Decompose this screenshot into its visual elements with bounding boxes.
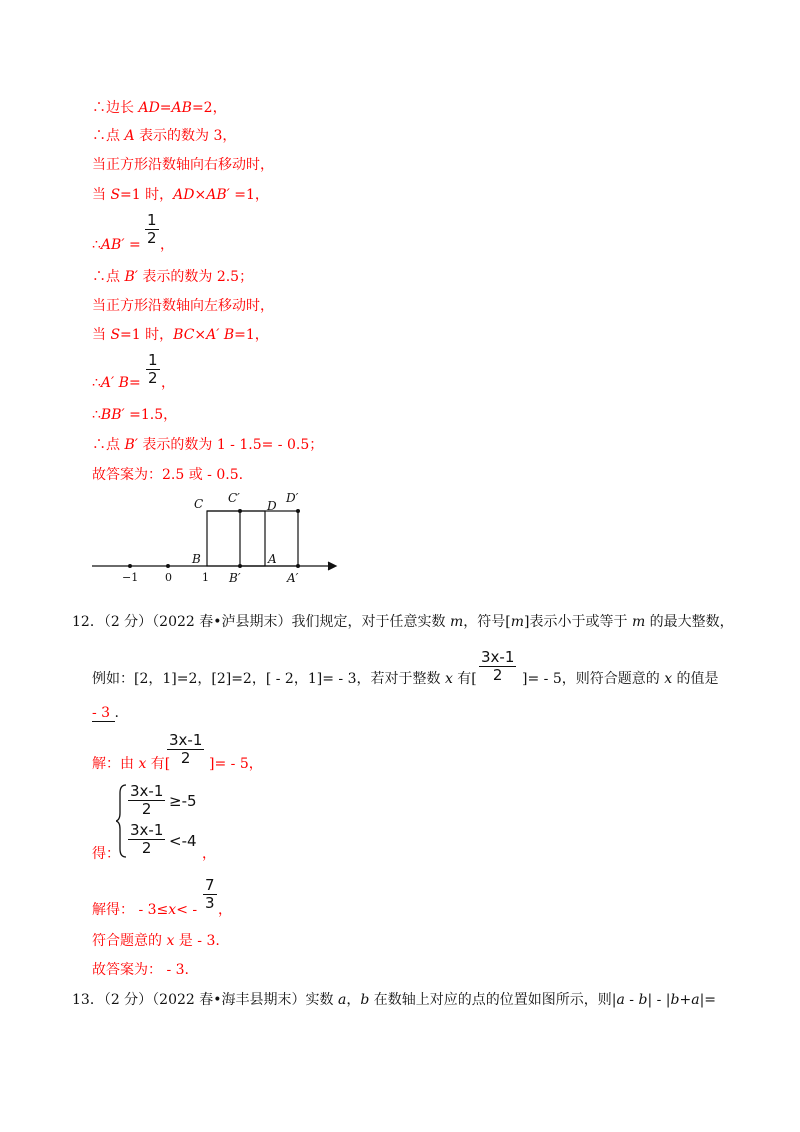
fraction xyxy=(203,878,217,911)
text: ]= - 5， xyxy=(209,756,263,772)
text: - xyxy=(624,992,639,1008)
text: 表示的数为 3， xyxy=(134,128,237,144)
text: ， xyxy=(160,237,174,253)
math-var: S xyxy=(110,187,121,203)
solution-line xyxy=(92,186,269,204)
fraction-denominator: 2 xyxy=(180,749,191,767)
math-var: x xyxy=(664,671,673,687)
solution-line: 当正方形沿数轴向左移动时， xyxy=(92,298,274,314)
solution-line xyxy=(92,326,269,344)
text: × xyxy=(194,327,207,343)
inequality-1-relation: ≥-5 xyxy=(169,792,197,810)
fraction xyxy=(145,213,159,246)
label-c-prime: C′ xyxy=(228,491,240,505)
point-c-prime xyxy=(238,509,242,513)
text: =1 时， xyxy=(120,327,174,343)
question-13-stem xyxy=(72,991,716,1009)
fraction-numerator: 3x-1 xyxy=(169,731,203,749)
label-a-prime: A′ xyxy=(287,571,299,585)
math-var: x xyxy=(138,756,147,772)
text: （2 分）（2022 春•海丰县期末）实数 xyxy=(103,992,338,1008)
fraction-denominator: 2 xyxy=(141,839,152,857)
text: 例如：[2，1]=2，[2]=2，[ - 2，1]= - 3，若对于整数 xyxy=(92,671,445,687)
tick-zero: 0 xyxy=(165,571,172,584)
text: 的最大整数， xyxy=(645,614,734,630)
solution-line xyxy=(92,236,141,254)
math-var: AB′ xyxy=(206,187,230,203)
answer-blank: - 3 xyxy=(92,705,115,721)
text: ， xyxy=(202,846,216,862)
solution-line xyxy=(92,932,220,950)
solution-line xyxy=(92,901,197,919)
math-var: b xyxy=(360,992,370,1008)
fraction-numerator: 3x-1 xyxy=(130,821,164,839)
axis-arrow xyxy=(328,562,336,570)
text: 解：由 xyxy=(92,756,139,772)
math-var: a xyxy=(691,992,700,1008)
question-number: 13． xyxy=(72,992,104,1008)
text: ，符号[ xyxy=(463,614,511,630)
question-12-answer-line xyxy=(92,704,119,722)
text: 得： xyxy=(92,846,120,862)
text: （2 分）（2022 春•泸县期末）我们规定，对于任意实数 xyxy=(103,614,450,630)
fraction xyxy=(128,784,165,817)
point-d-prime xyxy=(296,509,300,513)
point-zero xyxy=(166,564,170,568)
math-var: B′ xyxy=(124,269,138,285)
text: 符合题意的 xyxy=(92,933,167,949)
text: ， xyxy=(346,992,361,1008)
solution-line xyxy=(92,268,253,286)
math-var: m xyxy=(631,614,646,630)
label-d-prime: D′ xyxy=(286,491,299,505)
text: ， xyxy=(161,375,175,391)
question-12-example xyxy=(92,670,477,688)
text: × xyxy=(194,187,207,203)
point-neg1 xyxy=(128,564,132,568)
fraction xyxy=(128,823,165,856)
text: ]= - 5，则符合题意的 xyxy=(522,671,665,687)
question-number: 12． xyxy=(72,614,104,630)
question-12-stem xyxy=(72,613,734,631)
math-var: A xyxy=(124,128,135,144)
fraction-numerator: 3x-1 xyxy=(130,782,164,800)
math-var: AD xyxy=(173,187,195,203)
solution-answer: 故答案为：2.5 或 - 0.5. xyxy=(92,467,244,483)
text: < - xyxy=(176,902,198,918)
tick-one: 1 xyxy=(202,571,209,584)
text: 在数轴上对应的点的位置如图所示，则| xyxy=(369,992,617,1008)
math-var: b xyxy=(638,992,648,1008)
solution-line xyxy=(92,99,227,117)
inequality-2-relation: <-4 xyxy=(169,832,197,850)
text: = xyxy=(128,375,141,391)
math-var: b xyxy=(670,992,680,1008)
text: | - | xyxy=(647,992,671,1008)
solution-line xyxy=(92,436,323,454)
math-var: a xyxy=(616,992,625,1008)
solution-answer: 故答案为： - 3. xyxy=(92,962,189,978)
text: ∴ xyxy=(92,375,101,391)
text: 表示的数为 2.5； xyxy=(137,269,254,285)
text: . xyxy=(114,705,119,721)
math-var: BB′ xyxy=(100,407,125,423)
math-var: a xyxy=(337,992,347,1008)
fraction-denominator: 2 xyxy=(492,666,503,684)
fraction-numerator: 1 xyxy=(148,351,158,369)
label-b: B xyxy=(192,552,201,566)
math-var: A′ B xyxy=(206,327,235,343)
text: = xyxy=(124,237,141,253)
text: 的值是 xyxy=(672,671,719,687)
square-right xyxy=(207,511,265,566)
text: 表示的数为 1 - 1.5= - 0.5； xyxy=(137,437,324,453)
solution-line xyxy=(92,406,177,424)
math-var: AB xyxy=(171,100,192,116)
math-var: m xyxy=(510,614,525,630)
fraction xyxy=(479,650,516,683)
solution-line xyxy=(92,755,170,773)
fraction-denominator: 2 xyxy=(148,369,158,387)
math-var: AB′ xyxy=(100,237,125,253)
text: =1， xyxy=(229,187,269,203)
label-d: D xyxy=(267,499,277,513)
solution-line: 当正方形沿数轴向右移动时， xyxy=(92,157,274,173)
text: =1.5， xyxy=(124,407,178,423)
solution-line xyxy=(92,374,141,392)
math-var: A′ B xyxy=(100,375,129,391)
fraction-numerator: 7 xyxy=(205,876,215,894)
fraction xyxy=(146,353,160,386)
number-line-figure xyxy=(88,486,344,586)
text: 有[ xyxy=(146,756,171,772)
text: =2， xyxy=(191,100,227,116)
text: 解得： - 3≤ xyxy=(92,902,169,918)
text: ∴ xyxy=(92,407,101,423)
text: ， xyxy=(218,902,232,918)
text: = xyxy=(159,100,172,116)
text: 当 xyxy=(92,187,111,203)
text: 当 xyxy=(92,327,111,343)
point-a-prime xyxy=(296,564,300,568)
text: =1， xyxy=(234,327,269,343)
text: 有[ xyxy=(452,671,477,687)
text: + xyxy=(679,992,692,1008)
fraction-denominator: 2 xyxy=(141,800,152,818)
fraction-denominator: 2 xyxy=(147,229,157,247)
math-var: x xyxy=(166,933,175,949)
solution-line xyxy=(92,127,236,145)
fraction-numerator: 3x-1 xyxy=(481,648,515,666)
label-c: C xyxy=(194,497,204,511)
text: ∴点 xyxy=(92,437,125,453)
question-12-example-end xyxy=(522,670,719,688)
point-b-prime xyxy=(238,564,242,568)
text: |= xyxy=(699,992,717,1008)
label-a: A xyxy=(268,552,277,566)
math-var: x xyxy=(168,902,177,918)
fraction-numerator: 1 xyxy=(147,211,157,229)
fraction-denominator: 3 xyxy=(205,894,215,912)
tick-neg1: −1 xyxy=(122,571,139,584)
math-var: AD xyxy=(138,100,160,116)
math-var: x xyxy=(444,671,453,687)
fraction xyxy=(167,733,204,766)
math-var: S xyxy=(110,327,121,343)
math-var: m xyxy=(449,614,464,630)
text: ∴点 xyxy=(92,269,125,285)
text: =1 时， xyxy=(120,187,174,203)
math-var: BC xyxy=(173,327,195,343)
text: ∴ xyxy=(92,237,101,253)
text: ∴边长 xyxy=(92,100,139,116)
text: ]表示小于或等于 xyxy=(524,614,632,630)
text: 是 - 3. xyxy=(174,933,220,949)
text: ∴点 xyxy=(92,128,125,144)
math-var: B′ xyxy=(124,437,138,453)
label-b-prime: B′ xyxy=(229,571,241,585)
